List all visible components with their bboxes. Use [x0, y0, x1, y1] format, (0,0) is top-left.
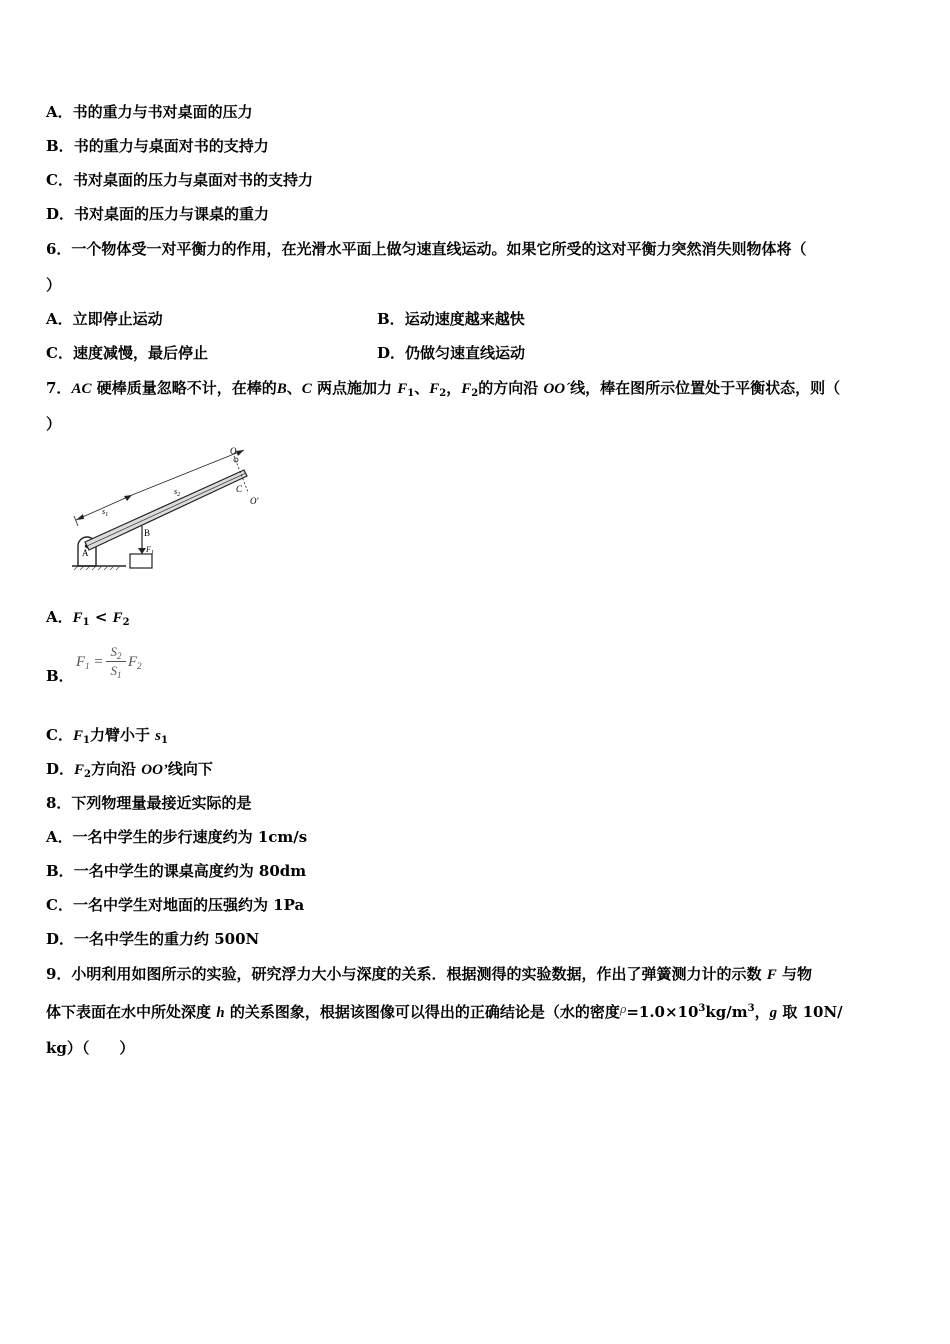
option-key: A． — [46, 310, 73, 328]
var-f2: F — [74, 762, 85, 778]
q9-text: ， — [754, 1003, 770, 1021]
var-f2: F — [429, 381, 440, 397]
q8-option-d — [46, 929, 259, 949]
option-key: D． — [46, 930, 75, 948]
var-f2b: F — [461, 381, 472, 397]
var-h: h — [216, 1005, 225, 1021]
q7-option-a — [46, 607, 130, 628]
q7-option-b-formula — [76, 644, 156, 694]
q7-option-d — [46, 759, 213, 780]
sub-2: 2 — [439, 388, 447, 399]
option-text: 一名中学生的课桌高度约为 80dm — [73, 862, 307, 880]
q7-sep: 、 — [414, 379, 430, 397]
q9-text: 体下表面在水中所处深度 — [46, 1003, 212, 1021]
label-c: C — [236, 484, 243, 494]
q7-option-b-key: B． — [46, 667, 74, 685]
q8-option-b — [46, 861, 306, 881]
relation: < — [89, 608, 113, 626]
sub-1: 1 — [161, 735, 168, 746]
formula-fraction: $S_2$ $S_1$ — [106, 644, 126, 679]
q6-stem-end: ） — [46, 276, 62, 294]
option-text: 书对桌面的压力与课桌的重力 — [74, 205, 270, 223]
q5-option-d — [46, 204, 269, 224]
sub-1: 1 — [82, 617, 90, 628]
q9-line-2 — [46, 1000, 843, 1023]
exp-3: 3 — [698, 1003, 706, 1014]
q6-option-c — [46, 343, 208, 363]
q7-text-2: 两点施加力 — [316, 379, 392, 397]
q8-stem: 8．下列物理量最接近实际的是 — [46, 794, 252, 812]
q9-line-1 — [46, 964, 812, 985]
q7-option-c — [46, 725, 168, 746]
option-key: A． — [46, 608, 73, 626]
label-s1: $s_1$ — [102, 507, 109, 518]
var-ac: AC — [71, 381, 92, 397]
var-c: C — [301, 381, 312, 397]
q9-text: =1.0×10 — [626, 1003, 699, 1021]
option-text: 仍做匀速直线运动 — [405, 344, 526, 362]
sub-1: 1 — [82, 735, 90, 746]
label-s2: $s_2$ — [174, 487, 181, 498]
option-text: 运动速度越来越快 — [404, 310, 525, 328]
option-key: C． — [46, 171, 73, 189]
q9-text: 取 10N/ — [782, 1003, 843, 1021]
q5-option-b — [46, 136, 269, 156]
formula-lhs: $F_1$ = — [76, 654, 104, 671]
q8-option-a — [46, 827, 307, 847]
option-key: B． — [46, 862, 74, 880]
formula-rhs: $F_2$ — [128, 654, 142, 671]
option-text: 速度减慢，最后停止 — [72, 344, 208, 362]
option-key: D． — [46, 760, 75, 778]
sub-2: 2 — [84, 769, 91, 780]
option-text: 力臂小于 — [89, 726, 156, 744]
q9-text: 与物 — [781, 965, 812, 983]
var-oo: OO’ — [141, 762, 168, 778]
label-f1: $F_1$ — [146, 545, 154, 556]
var-f2: F — [112, 610, 123, 626]
option-text: 书的重力与书对桌面的压力 — [72, 103, 253, 121]
var-s1: s — [155, 728, 162, 744]
option-text: 线向下 — [167, 760, 213, 778]
label-oprime: O' — [250, 496, 259, 506]
q7-text-3: 的方向沿 — [478, 379, 539, 397]
option-text: 立即停止运动 — [72, 310, 163, 328]
option-text: 一名中学生对地面的压强约为 1Pa — [72, 896, 305, 914]
q7-stem — [46, 378, 840, 399]
q7-text-1: 硬棒质量忽略不计，在棒的 — [96, 379, 277, 397]
label-o: O — [230, 446, 237, 456]
q6-stem: 6．一个物体受一对平衡力的作用，在光滑水平面上做匀速直线运动。如果它所受的这对平衡力突然消失则物体将（ — [46, 240, 807, 258]
option-key: C． — [46, 726, 73, 744]
q9-text: 的关系图象，根据该图像可以得出的正确结论是（水的密度 — [229, 1003, 620, 1021]
option-key: B． — [377, 310, 405, 328]
q7-comma: ， — [446, 379, 462, 397]
option-key: C． — [46, 896, 73, 914]
option-key: C． — [46, 344, 73, 362]
option-key: B． — [46, 137, 74, 155]
option-text: 方向沿 — [91, 760, 142, 778]
var-f1: F — [72, 610, 83, 626]
option-key: A． — [46, 103, 73, 121]
label-a: A — [82, 548, 89, 558]
q7-number: 7． — [46, 379, 72, 397]
q6-option-a — [46, 309, 163, 329]
q6-option-b — [377, 309, 525, 329]
option-text: 书对桌面的压力与桌面对书的支持力 — [72, 171, 313, 189]
q8-option-c — [46, 895, 304, 915]
q7-stem-end: ） — [46, 415, 62, 433]
lever-figure — [66, 442, 276, 574]
q7-text-4: 线，棒在图所示位置处于平衡状态，则（ — [570, 379, 841, 397]
var-f1: F — [72, 728, 83, 744]
q5-option-c — [46, 170, 313, 190]
label-b: B — [144, 528, 151, 538]
var-f: F — [766, 967, 777, 983]
sub-2: 2 — [471, 388, 479, 399]
option-key: D． — [46, 205, 75, 223]
var-b: B — [276, 381, 287, 397]
q7-sep: 、 — [286, 379, 302, 397]
var-f1: F — [397, 381, 408, 397]
q9-text: kg/m — [705, 1003, 748, 1021]
q9-text: 9．小明利用如图所示的实验，研究浮力大小与深度的关系．根据测得的实验数据，作出了弹簧测力计的示数 — [46, 965, 762, 983]
var-oo: OO´ — [543, 381, 571, 397]
option-text: 一名中学生的步行速度约为 1cm/s — [72, 828, 308, 846]
option-text: 一名中学生的重力约 500N — [74, 930, 260, 948]
q5-option-a — [46, 102, 253, 122]
exp-3: 3 — [747, 1003, 755, 1014]
var-rho: ρ — [619, 1003, 627, 1016]
var-g: g — [769, 1005, 778, 1021]
sub-1: 1 — [407, 388, 415, 399]
option-key: D． — [377, 344, 406, 362]
option-key: A． — [46, 828, 73, 846]
q9-line-3: kg）（ ） — [46, 1039, 135, 1057]
q6-option-d — [377, 343, 525, 363]
sub-2: 2 — [122, 617, 130, 628]
option-text: 书的重力与桌面对书的支持力 — [73, 137, 269, 155]
